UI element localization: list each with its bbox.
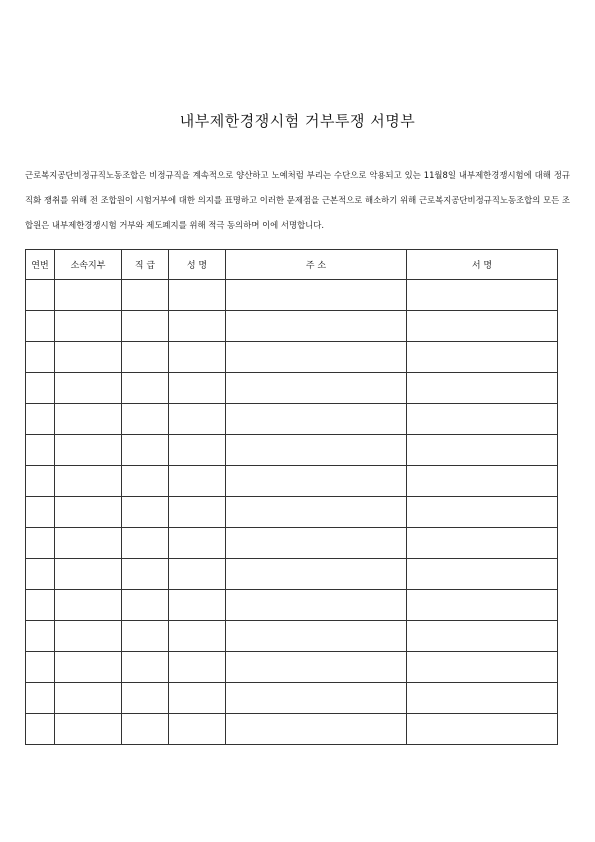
position-cell[interactable] bbox=[122, 590, 169, 621]
serial-cell[interactable] bbox=[26, 683, 55, 714]
branch-cell[interactable] bbox=[55, 559, 122, 590]
address-cell[interactable] bbox=[226, 435, 407, 466]
address-cell[interactable] bbox=[226, 280, 407, 311]
signature-cell[interactable] bbox=[407, 559, 558, 590]
branch-cell[interactable] bbox=[55, 342, 122, 373]
address-cell[interactable] bbox=[226, 683, 407, 714]
header-position: 직 급 bbox=[122, 250, 169, 280]
address-cell[interactable] bbox=[226, 714, 407, 745]
name-cell[interactable] bbox=[169, 311, 226, 342]
address-cell[interactable] bbox=[226, 559, 407, 590]
header-address: 주 소 bbox=[226, 250, 407, 280]
page-title: 내부제한경쟁시험 거부투쟁 서명부 bbox=[179, 112, 416, 130]
branch-cell[interactable] bbox=[55, 280, 122, 311]
signature-cell[interactable] bbox=[407, 311, 558, 342]
header-branch: 소속지부 bbox=[55, 250, 122, 280]
signature-cell[interactable] bbox=[407, 342, 558, 373]
serial-cell[interactable] bbox=[26, 528, 55, 559]
signature-table bbox=[25, 249, 558, 745]
address-cell[interactable] bbox=[226, 497, 407, 528]
branch-cell[interactable] bbox=[55, 683, 122, 714]
table-row bbox=[26, 373, 558, 404]
table-header-row bbox=[26, 250, 558, 280]
table-row bbox=[26, 311, 558, 342]
serial-cell[interactable] bbox=[26, 559, 55, 590]
name-cell[interactable] bbox=[169, 528, 226, 559]
table-row bbox=[26, 714, 558, 745]
name-cell[interactable] bbox=[169, 652, 226, 683]
position-cell[interactable] bbox=[122, 559, 169, 590]
name-cell[interactable] bbox=[169, 590, 226, 621]
name-cell[interactable] bbox=[169, 373, 226, 404]
serial-cell[interactable] bbox=[26, 435, 55, 466]
serial-cell[interactable] bbox=[26, 621, 55, 652]
position-cell[interactable] bbox=[122, 714, 169, 745]
position-cell[interactable] bbox=[122, 311, 169, 342]
serial-cell[interactable] bbox=[26, 497, 55, 528]
name-cell[interactable] bbox=[169, 466, 226, 497]
intro-paragraph: 근로복지공단비정규직노동조합은 비정규직을 계속적으로 양산하고 노예처럼 부리는 수단으로 악용되고 있는 11월8일 내부제한경쟁시험에 대해 정규직화 쟁취를 위해 전 조합원이 시험거부에 대한 의지를 표명하고 이러한 문제점을 근본적으로 해소하기 위해 근로복지공단비정규직노동조합의 모든 조합원은 내부제한경쟁시험 거부와 제도폐지를 위해 적극 동의하며 이에 서명합니다. bbox=[25, 170, 570, 230]
position-cell[interactable] bbox=[122, 528, 169, 559]
signature-cell[interactable] bbox=[407, 528, 558, 559]
name-cell[interactable] bbox=[169, 435, 226, 466]
address-cell[interactable] bbox=[226, 342, 407, 373]
table-row bbox=[26, 342, 558, 373]
name-cell[interactable] bbox=[169, 621, 226, 652]
position-cell[interactable] bbox=[122, 404, 169, 435]
branch-cell[interactable] bbox=[55, 528, 122, 559]
branch-cell[interactable] bbox=[55, 311, 122, 342]
position-cell[interactable] bbox=[122, 466, 169, 497]
signature-cell[interactable] bbox=[407, 497, 558, 528]
branch-cell[interactable] bbox=[55, 621, 122, 652]
serial-cell[interactable] bbox=[26, 342, 55, 373]
signature-cell[interactable] bbox=[407, 404, 558, 435]
table-row bbox=[26, 497, 558, 528]
serial-cell[interactable] bbox=[26, 714, 55, 745]
signature-cell[interactable] bbox=[407, 621, 558, 652]
serial-cell[interactable] bbox=[26, 311, 55, 342]
branch-cell[interactable] bbox=[55, 466, 122, 497]
signature-cell[interactable] bbox=[407, 652, 558, 683]
position-cell[interactable] bbox=[122, 342, 169, 373]
signature-cell[interactable] bbox=[407, 714, 558, 745]
table-row bbox=[26, 652, 558, 683]
signature-cell[interactable] bbox=[407, 590, 558, 621]
branch-cell[interactable] bbox=[55, 373, 122, 404]
signature-cell[interactable] bbox=[407, 466, 558, 497]
signature-cell[interactable] bbox=[407, 683, 558, 714]
serial-cell[interactable] bbox=[26, 280, 55, 311]
address-cell[interactable] bbox=[226, 404, 407, 435]
table-row bbox=[26, 435, 558, 466]
name-cell[interactable] bbox=[169, 559, 226, 590]
address-cell[interactable] bbox=[226, 621, 407, 652]
position-cell[interactable] bbox=[122, 683, 169, 714]
table-row bbox=[26, 528, 558, 559]
serial-cell[interactable] bbox=[26, 466, 55, 497]
branch-cell[interactable] bbox=[55, 435, 122, 466]
name-cell[interactable] bbox=[169, 497, 226, 528]
serial-cell[interactable] bbox=[26, 652, 55, 683]
address-cell[interactable] bbox=[226, 652, 407, 683]
serial-cell[interactable] bbox=[26, 590, 55, 621]
table-row bbox=[26, 683, 558, 714]
position-cell[interactable] bbox=[122, 435, 169, 466]
name-cell[interactable] bbox=[169, 404, 226, 435]
signature-cell[interactable] bbox=[407, 373, 558, 404]
header-name: 성 명 bbox=[169, 250, 226, 280]
branch-cell[interactable] bbox=[55, 497, 122, 528]
name-cell[interactable] bbox=[169, 280, 226, 311]
serial-cell[interactable] bbox=[26, 404, 55, 435]
header-serial-number: 연번 bbox=[26, 250, 55, 280]
address-cell[interactable] bbox=[226, 373, 407, 404]
table-row bbox=[26, 559, 558, 590]
serial-cell[interactable] bbox=[26, 373, 55, 404]
address-cell[interactable] bbox=[226, 311, 407, 342]
signature-cell[interactable] bbox=[407, 280, 558, 311]
position-cell[interactable] bbox=[122, 373, 169, 404]
table-row bbox=[26, 404, 558, 435]
name-cell[interactable] bbox=[169, 714, 226, 745]
table-body bbox=[26, 280, 558, 745]
table-row bbox=[26, 590, 558, 621]
position-cell[interactable] bbox=[122, 621, 169, 652]
address-cell[interactable] bbox=[226, 590, 407, 621]
table-row bbox=[26, 621, 558, 652]
position-cell[interactable] bbox=[122, 497, 169, 528]
header-signature: 서 명 bbox=[407, 250, 558, 280]
position-cell[interactable] bbox=[122, 652, 169, 683]
signature-cell[interactable] bbox=[407, 435, 558, 466]
table-row bbox=[26, 280, 558, 311]
position-cell[interactable] bbox=[122, 280, 169, 311]
branch-cell[interactable] bbox=[55, 652, 122, 683]
branch-cell[interactable] bbox=[55, 714, 122, 745]
name-cell[interactable] bbox=[169, 342, 226, 373]
branch-cell[interactable] bbox=[55, 404, 122, 435]
branch-cell[interactable] bbox=[55, 590, 122, 621]
table-row bbox=[26, 466, 558, 497]
address-cell[interactable] bbox=[226, 466, 407, 497]
address-cell[interactable] bbox=[226, 528, 407, 559]
name-cell[interactable] bbox=[169, 683, 226, 714]
